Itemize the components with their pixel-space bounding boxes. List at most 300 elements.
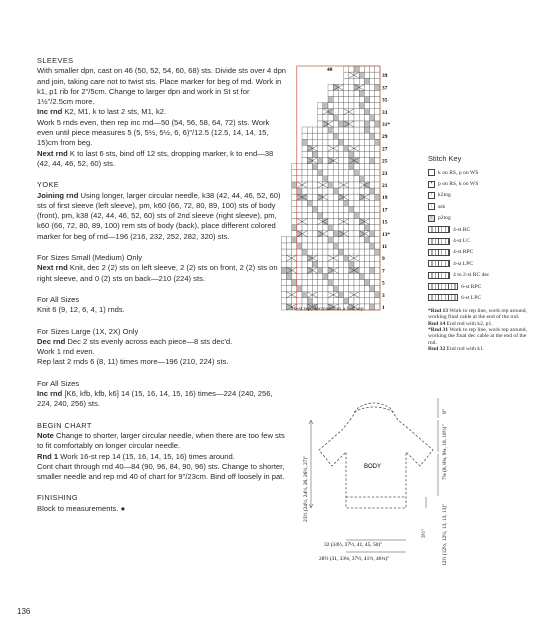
chart-cell	[307, 151, 312, 157]
chart-cell	[302, 280, 307, 286]
chart-cell	[307, 182, 312, 188]
chart-cell	[370, 261, 375, 267]
chart-cell	[359, 72, 364, 78]
stitch-key-item	[428, 292, 534, 303]
chart-cell	[338, 133, 343, 139]
chart-cell	[307, 280, 312, 286]
chart-cell	[307, 273, 312, 279]
chart-cell	[344, 84, 349, 90]
chart-cell	[297, 286, 302, 292]
chart-cell	[333, 225, 338, 231]
chart-cell	[323, 219, 328, 225]
chart-cell	[375, 182, 380, 188]
chart-cell	[370, 225, 375, 231]
chart-cell	[375, 103, 380, 109]
chart-cell	[375, 194, 380, 200]
chart-cell	[349, 298, 354, 304]
chart-cell	[323, 292, 328, 298]
chart-cell	[318, 121, 323, 127]
stitch-symbol-icon	[428, 181, 435, 188]
chart-cell	[302, 145, 307, 151]
stitch-key-list	[428, 167, 534, 304]
chart-cell	[338, 261, 343, 267]
chart-cell	[344, 200, 349, 206]
chart-cell	[359, 298, 364, 304]
chart-cell	[318, 243, 323, 249]
stitch-symbol-glyph: /	[430, 215, 433, 221]
chart-cell	[338, 164, 343, 170]
chart-cell	[286, 286, 291, 292]
chart-cell	[318, 139, 323, 145]
chart-cell	[302, 267, 307, 273]
chart-cell	[286, 249, 291, 255]
chart-cell	[349, 194, 354, 200]
chart-cell	[312, 127, 317, 133]
chart-cell	[302, 133, 307, 139]
chart-cell	[349, 103, 354, 109]
stitch-symbol-icon	[428, 260, 450, 267]
chart-cell	[318, 206, 323, 212]
chart-cell	[338, 280, 343, 286]
chart-cell	[302, 298, 307, 304]
chart-cell	[370, 280, 375, 286]
stitch-key-label: 4 to 2-st RC dec	[453, 272, 490, 279]
chart-cell	[338, 139, 343, 145]
chart-cell	[281, 298, 286, 304]
chart-cell	[375, 188, 380, 194]
chart-cell	[323, 103, 328, 109]
chart-cell	[297, 194, 302, 200]
chart-cell	[297, 176, 302, 182]
chart-cell	[302, 261, 307, 267]
chart-row-label: 19	[382, 195, 388, 202]
chart-cell	[349, 249, 354, 255]
chart-cell	[364, 237, 369, 243]
chart-cell	[307, 298, 312, 304]
chart-cell	[328, 176, 333, 182]
chart-cell	[359, 243, 364, 249]
chart-cell	[359, 164, 364, 170]
chart-cell	[328, 109, 333, 115]
chart-cell	[292, 261, 297, 267]
stitch-key-label: 4-st RC	[453, 226, 471, 233]
chart-cell	[333, 237, 338, 243]
chart-cell	[297, 243, 302, 249]
chart-cell	[370, 90, 375, 96]
chart-cell	[323, 109, 328, 115]
chart-cell	[312, 212, 317, 218]
chart-cell	[333, 243, 338, 249]
chart-row-label: 13*	[382, 231, 391, 238]
chart-cell	[312, 261, 317, 267]
chart-cell	[354, 121, 359, 127]
chart-cell	[359, 286, 364, 292]
chart-cell	[323, 188, 328, 194]
chart-cell	[328, 151, 333, 157]
chart-cell	[307, 194, 312, 200]
chart-cell	[359, 237, 364, 243]
chart-cell	[307, 188, 312, 194]
chart-cell	[328, 164, 333, 170]
chart-cell	[286, 267, 291, 273]
chart-cell	[328, 273, 333, 279]
end-bullet-icon: ●	[120, 503, 126, 513]
chart-cell	[349, 78, 354, 84]
stitch-key-notes	[428, 308, 534, 353]
chart-cell	[333, 292, 338, 298]
cable-chart	[280, 60, 410, 320]
chart-cell	[318, 133, 323, 139]
chart-cell	[307, 212, 312, 218]
chart-cell	[312, 139, 317, 145]
chart-row-label: 31*	[382, 122, 391, 128]
chart-cell	[344, 139, 349, 145]
chart-cell	[354, 243, 359, 249]
stitch-symbol-icon	[428, 238, 450, 245]
chart-cell	[333, 182, 338, 188]
chart-cell	[292, 170, 297, 176]
chart-cell	[292, 206, 297, 212]
stitch-symbol-icon	[428, 203, 435, 210]
all-sizes-text-1: Knit 6 (9, 12, 6, 4, 1) rnds.	[37, 305, 125, 315]
chart-cell	[354, 103, 359, 109]
all-sizes-heading-1: For All Sizes	[37, 294, 80, 304]
chart-cell	[349, 243, 354, 249]
chart-cell	[338, 200, 343, 206]
chart-cell	[375, 237, 380, 243]
chart-cell	[364, 286, 369, 292]
chart-cell	[333, 219, 338, 225]
chart-cell	[302, 243, 307, 249]
chart-cell	[359, 170, 364, 176]
chart-cell	[354, 292, 359, 298]
stitch-key-item	[428, 190, 534, 201]
chart-cell	[333, 200, 338, 206]
yoke-joining-rnd: Joining rnd Using longer, larger circular needle, k38 (42, 44, 46, 52, 60) sts of first sleeve (left sleeve), pm, k60 (66, 72, 80, 89, 100) sts of body (front), pm, k38 (42, 44, 46, 52, 60) sts of 2nd sleeve (right sleeve), pm, k60 (66, 72, 80, 89, 100) rem sts of body (back), place different colored marker for beg of rnd—196 (216, 232, 252, 282, 320) sts.	[37, 190, 281, 241]
chart-cell	[286, 261, 291, 267]
chart-cell	[302, 231, 307, 237]
chart-cell	[312, 298, 317, 304]
chart-cell	[344, 90, 349, 96]
chart-cell	[297, 298, 302, 304]
chart-cell	[354, 115, 359, 121]
chart-cell	[364, 158, 369, 164]
chart-cell	[338, 255, 343, 261]
small-medium-heading: For Sizes Small (Medium) Only	[37, 253, 143, 263]
chart-cell	[323, 249, 328, 255]
chart-cell	[333, 194, 338, 200]
chart-cell	[312, 249, 317, 255]
chart-cell	[354, 261, 359, 267]
chart-cell	[354, 145, 359, 151]
chart-cell	[349, 158, 354, 164]
chart-cell	[344, 164, 349, 170]
yoke-heading: YOKE	[37, 180, 60, 190]
chart-row-label: 23	[382, 170, 388, 177]
chart-cell	[338, 267, 343, 273]
chart-cell	[297, 212, 302, 218]
chart-cell	[375, 225, 380, 231]
chart-cell	[292, 164, 297, 170]
large-2x-heading: For Sizes Large (1X, 2X) Only	[37, 326, 139, 336]
chart-row-label: 35	[382, 97, 388, 104]
chart-cell	[328, 231, 333, 237]
chart-cell	[318, 176, 323, 182]
chart-cell	[318, 164, 323, 170]
chart-cell	[281, 286, 286, 292]
chart-cell	[318, 219, 323, 225]
chart-cell	[333, 133, 338, 139]
large-2x-para-2: Rep last 2 rnds 6 (8, 11) times more—196 (210, 224) sts.	[37, 357, 229, 367]
chart-cell	[364, 72, 369, 78]
chart-cell	[323, 237, 328, 243]
chart-row-label: 25	[382, 158, 388, 165]
chart-cell	[370, 249, 375, 255]
chart-cell	[323, 151, 328, 157]
chart-cell	[349, 121, 354, 127]
chart-cell	[375, 176, 380, 182]
chart-cell	[302, 176, 307, 182]
chart-cell	[375, 280, 380, 286]
chart-cell	[344, 176, 349, 182]
chart-cell	[292, 267, 297, 273]
chart-cell	[333, 170, 338, 176]
stitch-key-label: 4-st LPC	[453, 260, 474, 267]
chart-cell	[328, 158, 333, 164]
chart-cell	[344, 231, 349, 237]
chart-cell	[359, 103, 364, 109]
chart-cell	[333, 298, 338, 304]
stitch-key-label: p on RS, k on WS	[438, 181, 479, 188]
chart-cell	[359, 176, 364, 182]
chart-row-label: 9	[382, 256, 385, 263]
chart-cell	[318, 151, 323, 157]
chart-cell	[281, 243, 286, 249]
chart-cell	[302, 273, 307, 279]
chart-cell	[370, 292, 375, 298]
chart-cell	[338, 194, 343, 200]
chart-cell	[344, 261, 349, 267]
chart-cell	[318, 255, 323, 261]
chart-cell	[323, 280, 328, 286]
sweater-schematic	[288, 398, 536, 568]
large-2x-section	[37, 327, 287, 368]
chart-cell	[328, 200, 333, 206]
chart-cell	[354, 66, 359, 72]
chart-cell	[323, 194, 328, 200]
chart-cell	[364, 212, 369, 218]
chart-cell	[307, 164, 312, 170]
chart-cell	[328, 182, 333, 188]
chart-cell	[318, 127, 323, 133]
chart-cell	[364, 194, 369, 200]
chart-cell	[318, 182, 323, 188]
chart-cell	[338, 97, 343, 103]
all-sizes-section-1	[37, 295, 287, 316]
chart-row-label: 40	[327, 67, 333, 74]
chart-cell	[364, 164, 369, 170]
chart-cell	[364, 151, 369, 157]
chart-cell	[318, 194, 323, 200]
chart-cell	[354, 267, 359, 273]
rib-depth-label: 3½"	[421, 529, 427, 538]
chart-cell	[312, 237, 317, 243]
chart-cell	[370, 97, 375, 103]
chart-cell	[359, 280, 364, 286]
chart-cell	[354, 255, 359, 261]
chart-cell	[338, 212, 343, 218]
chart-cell	[354, 133, 359, 139]
chart-cell	[302, 292, 307, 298]
sleeves-para-2: Work 5 rnds even, then rep inc rnd—50 (54, 56, 58, 64, 72) sts. Work even until piece measures 5 (5, 5½, 5½, 6, 6)"/12.5 (12.5, 14, 14, 15, 15)cm from beg.	[37, 117, 270, 148]
cable-chart-grid	[280, 60, 410, 320]
chart-cell	[323, 182, 328, 188]
chart-cell	[349, 267, 354, 273]
chart-cell	[323, 225, 328, 231]
chart-cell	[312, 255, 317, 261]
stitch-key-label: 6-st RPC	[461, 283, 482, 290]
chart-cell	[364, 304, 369, 310]
chart-cell	[344, 97, 349, 103]
chart-cell	[338, 103, 343, 109]
stitch-symbol-glyph: /	[430, 192, 433, 198]
chart-cell	[328, 133, 333, 139]
finishing-section	[37, 493, 287, 514]
chart-cell	[312, 267, 317, 273]
chart-cell	[370, 78, 375, 84]
chart-cell	[312, 133, 317, 139]
chart-cell	[281, 267, 286, 273]
chart-cell	[318, 145, 323, 151]
stitch-key-item	[428, 270, 534, 281]
chart-cell	[312, 188, 317, 194]
chart-cell	[354, 84, 359, 90]
stitch-key-item	[428, 224, 534, 235]
chart-cell	[286, 292, 291, 298]
chart-cell	[364, 273, 369, 279]
stitch-symbol-icon	[428, 192, 435, 199]
stitch-key-item	[428, 258, 534, 269]
chart-cell	[333, 261, 338, 267]
chart-cell	[302, 225, 307, 231]
chart-cell	[338, 237, 343, 243]
chart-cell	[354, 225, 359, 231]
chart-cell	[364, 170, 369, 176]
chart-cell	[375, 243, 380, 249]
chart-cell	[281, 255, 286, 261]
chart-cell	[338, 298, 343, 304]
chart-cell	[344, 219, 349, 225]
chart-cell	[370, 158, 375, 164]
chart-cell	[359, 206, 364, 212]
chart-cell	[344, 72, 349, 78]
chart-cell	[307, 139, 312, 145]
chart-cell	[307, 206, 312, 212]
chart-cell	[364, 249, 369, 255]
chart-cell	[333, 121, 338, 127]
chart-cell	[375, 145, 380, 151]
chart-cell	[328, 255, 333, 261]
stitch-key-label: p2tog	[438, 215, 451, 222]
schematic	[288, 398, 536, 568]
chart-cell	[333, 151, 338, 157]
key-note: *Rnd 13 Work to rep line, work rep around, working final cable at the end of the rnd.	[428, 307, 527, 321]
chart-cell	[344, 267, 349, 273]
chart-cell	[370, 194, 375, 200]
chart-cell	[323, 115, 328, 121]
chart-cell	[328, 249, 333, 255]
chart-cell	[323, 158, 328, 164]
chart-cell	[292, 188, 297, 194]
chart-cell	[338, 158, 343, 164]
chart-cell	[328, 261, 333, 267]
chart-cell	[333, 164, 338, 170]
chart-cell	[375, 139, 380, 145]
chart-cell	[281, 280, 286, 286]
chart-cell	[312, 219, 317, 225]
chart-cell	[286, 280, 291, 286]
stitch-key-item	[428, 167, 534, 178]
chart-cell	[333, 127, 338, 133]
chart-cell	[286, 237, 291, 243]
chart-cell	[338, 231, 343, 237]
begin-chart-heading: BEGIN CHART	[37, 420, 92, 430]
chart-cell	[364, 267, 369, 273]
stitch-symbol-icon	[428, 283, 458, 290]
chart-cell	[286, 298, 291, 304]
chart-cell	[297, 267, 302, 273]
chart-cell	[292, 273, 297, 279]
chart-cell	[354, 109, 359, 115]
chart-cell	[359, 121, 364, 127]
chart-cell	[375, 231, 380, 237]
chart-row-label: 17	[382, 207, 388, 214]
chart-cell	[344, 273, 349, 279]
chart-cell	[333, 115, 338, 121]
chart-cell	[318, 103, 323, 109]
chart-cell	[302, 200, 307, 206]
chart-cell	[297, 261, 302, 267]
chart-cell	[307, 225, 312, 231]
chart-cell	[359, 151, 364, 157]
chart-row-label: 21	[382, 183, 388, 189]
chart-cell	[370, 243, 375, 249]
chart-cell	[344, 249, 349, 255]
chart-cell	[333, 139, 338, 145]
chart-cell	[375, 133, 380, 139]
chart-cell	[333, 255, 338, 261]
chart-cell	[349, 273, 354, 279]
stitch-key-item	[428, 281, 534, 292]
chart-cell	[297, 206, 302, 212]
chart-cell	[323, 261, 328, 267]
chart-cell	[312, 158, 317, 164]
chart-cell	[333, 231, 338, 237]
chart-cell	[349, 286, 354, 292]
chart-cell	[370, 139, 375, 145]
chart-cell	[359, 292, 364, 298]
chart-cell	[364, 127, 369, 133]
chart-cell	[359, 66, 364, 72]
chart-cell	[359, 249, 364, 255]
chart-cell	[354, 200, 359, 206]
chart-cell	[292, 212, 297, 218]
chart-cell	[375, 292, 380, 298]
chart-cell	[312, 145, 317, 151]
chart-cell	[349, 133, 354, 139]
stitch-key-item	[428, 247, 534, 258]
chart-cell	[364, 261, 369, 267]
